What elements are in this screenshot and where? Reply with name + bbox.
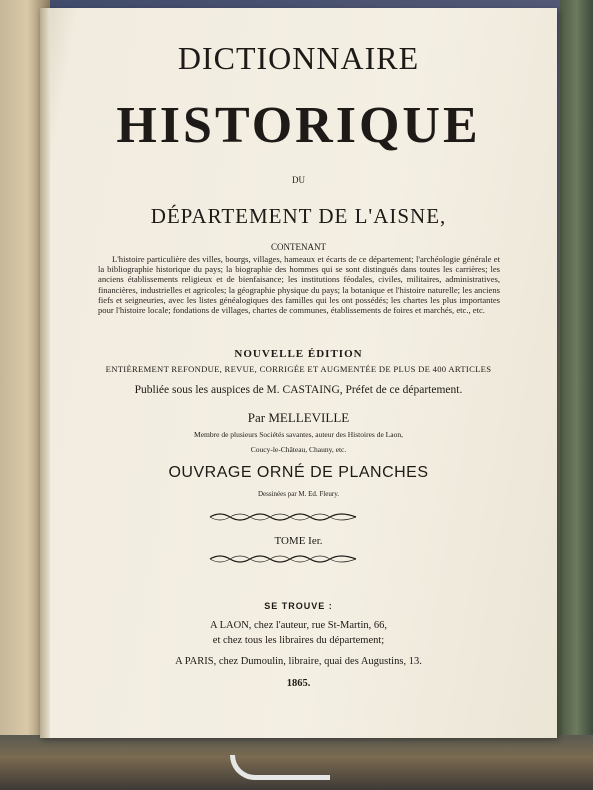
title-line-2: HISTORIQUE (116, 97, 481, 154)
plates-title: OUVRAGE ORNÉ DE PLANCHES (168, 464, 429, 481)
author-places: Coucy-le-Château, Chauny, etc. (250, 445, 347, 454)
sales-libraires: et chez tous les libraires du département; (212, 635, 385, 646)
sales-laon: A LAON, chez l'auteur, rue St-Martin, 66, (209, 620, 387, 631)
title-line-1: DICTIONNAIRE (177, 40, 420, 76)
ornament-divider-top (208, 510, 358, 524)
title-line-3: DÉPARTEMENT DE L'AISNE, (150, 204, 447, 228)
title-connector: DU (292, 175, 305, 185)
page-gutter (40, 8, 50, 738)
title-page (40, 8, 557, 738)
edition-detail: ENTIÈREMENT REFONDUE, REVUE, CORRIGÉE ET AUGMENTÉE DE PLUS DE 400 ARTICLES (105, 364, 492, 374)
author-membership: Membre de plusieurs Sociétés savantes, auteur des Histoires de Laon, (194, 430, 403, 439)
author-line: Par MELLEVILLE (247, 410, 350, 425)
sales-paris: A PARIS, chez Dumoulin, libraire, quai des Augustins, 13. (175, 656, 422, 667)
tome-number: TOME Ier. (274, 535, 323, 547)
cable (230, 755, 330, 780)
ornament-divider-bottom (208, 552, 358, 566)
sales-heading: SE TROUVE : (264, 601, 333, 611)
description-paragraph: L'histoire particulière des villes, bourgs, villages, hameaux et écarts de ce département; l'archéologie générale et la bibliographie historique du pays; la biographie des hommes qui se sont distingués dans toutes les carrières; les anciens établissements religieux et de bienfaisance; les institutions féodales, civiles, militaires, administratives, financières, industrielles et agricoles; la géographie physique du pays; la botanique et l'histoire naturelle; les anciens fiefs et seigneuries, avec les listes généalogiques des familles qui les ont possédés; les chartes les plus importantes pour l'histoire locale; fondations de villages, chartes de communes, établissements de foires et marchés, etc., etc. (98, 254, 500, 316)
edition-label: NOUVELLE ÉDITION (234, 348, 363, 360)
publication-year: 1865. (286, 678, 311, 689)
background-right (560, 0, 593, 790)
plates-credit: Dessinées par M. Ed. Fleury. (257, 490, 339, 498)
contenant-label: CONTENANT (271, 242, 326, 252)
patronage-line: Publiée sous les auspices de M. CASTAING, Préfet de ce département. (134, 384, 463, 396)
